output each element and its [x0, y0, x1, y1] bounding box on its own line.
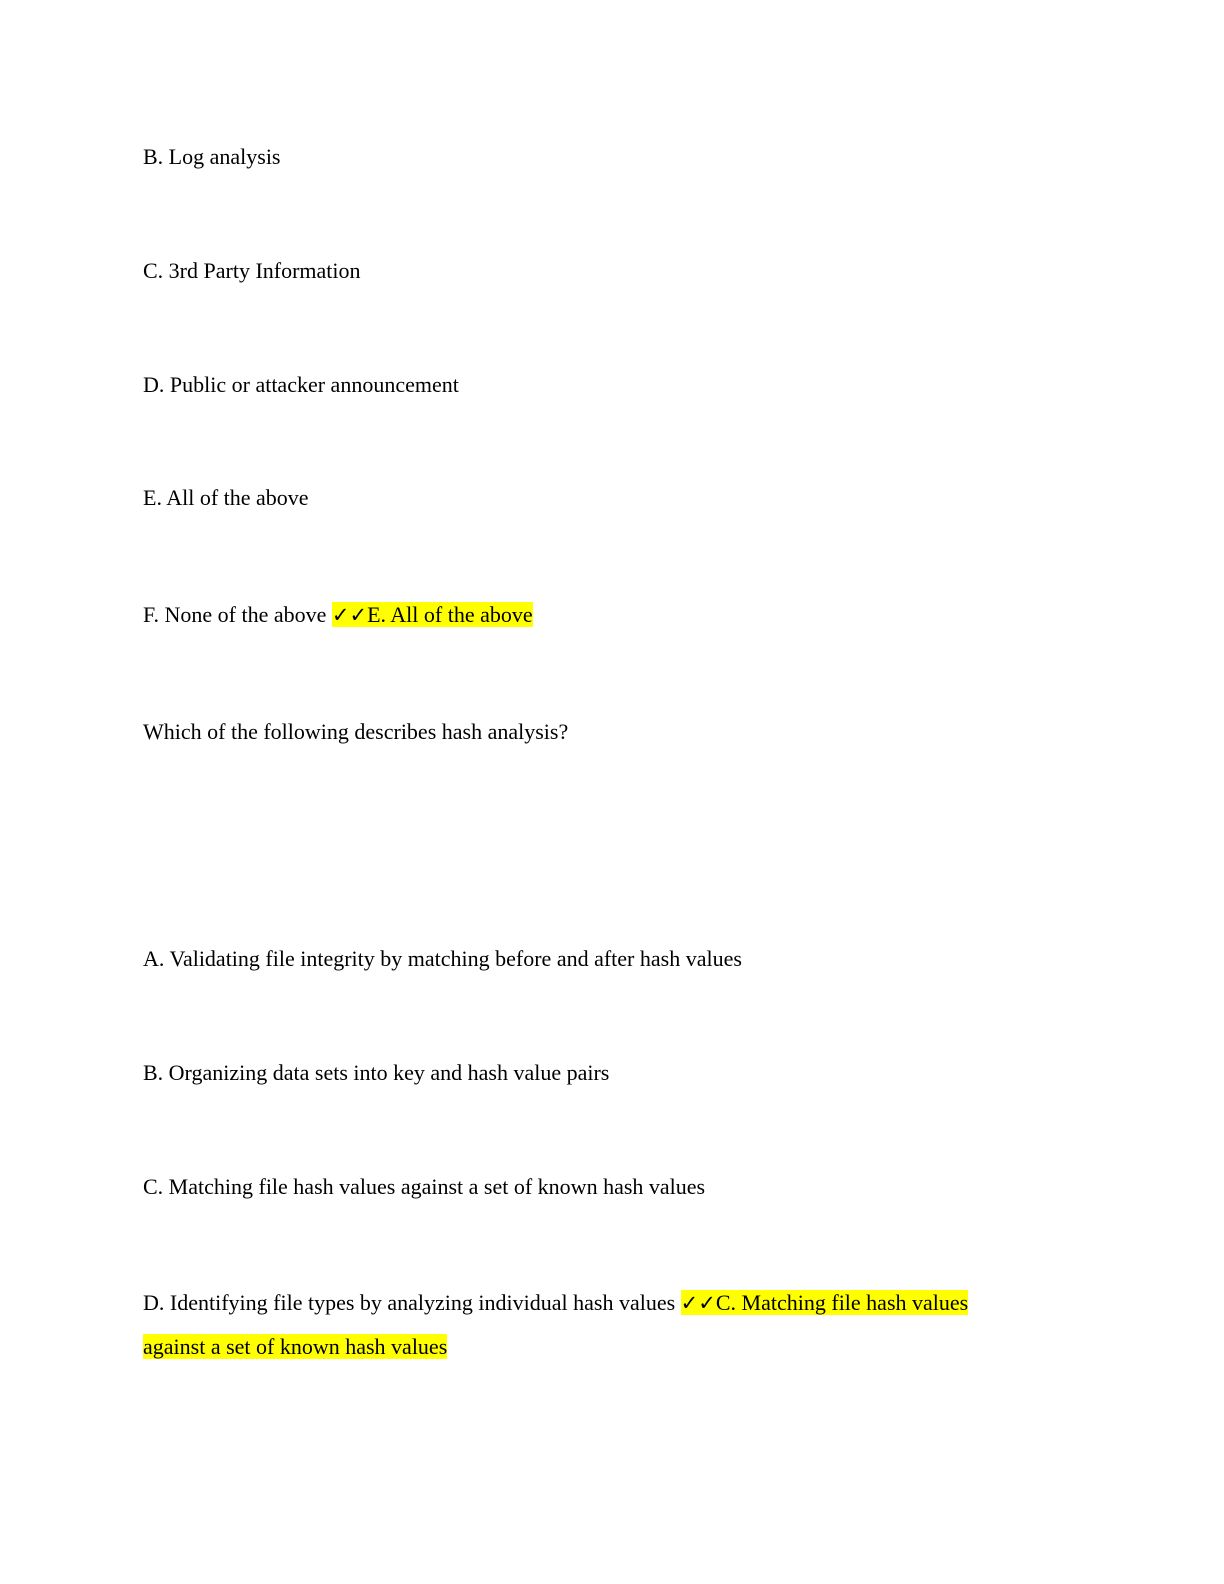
q2-question: Which of the following describes hash analysis?	[143, 719, 569, 744]
q2-answer-line1: C. Matching file hash values	[715, 1290, 969, 1315]
q1-option-f: F. None of the above	[143, 602, 327, 627]
q2-answer-continuation	[143, 1332, 447, 1362]
q2-answer-line2: against a set of known hash values	[143, 1334, 448, 1359]
q2-option-d-line	[143, 1288, 968, 1318]
q2-option-c: C. Matching file hash values against a set of known hash values	[143, 1174, 706, 1199]
q1-answer: E. All of the above	[367, 602, 533, 627]
q2-answer-highlight	[681, 1290, 969, 1315]
q1-option-c: C. 3rd Party Information	[143, 258, 361, 283]
q2-option-a: A. Validating file integrity by matching before and after hash values	[143, 946, 742, 971]
check-mark-icon: ✓✓	[331, 603, 368, 627]
check-mark-icon: ✓✓	[680, 1291, 716, 1315]
q2-option-b: B. Organizing data sets into key and hash value pairs	[143, 1060, 610, 1085]
q2-option-d: D. Identifying file types by analyzing individual hash values	[143, 1290, 676, 1315]
q1-answer-highlight	[332, 602, 533, 627]
q1-option-f-line	[143, 600, 533, 630]
q1-option-b: B. Log analysis	[143, 144, 281, 169]
q1-option-e: E. All of the above	[143, 485, 309, 510]
q1-option-d: D. Public or attacker announcement	[143, 372, 459, 397]
